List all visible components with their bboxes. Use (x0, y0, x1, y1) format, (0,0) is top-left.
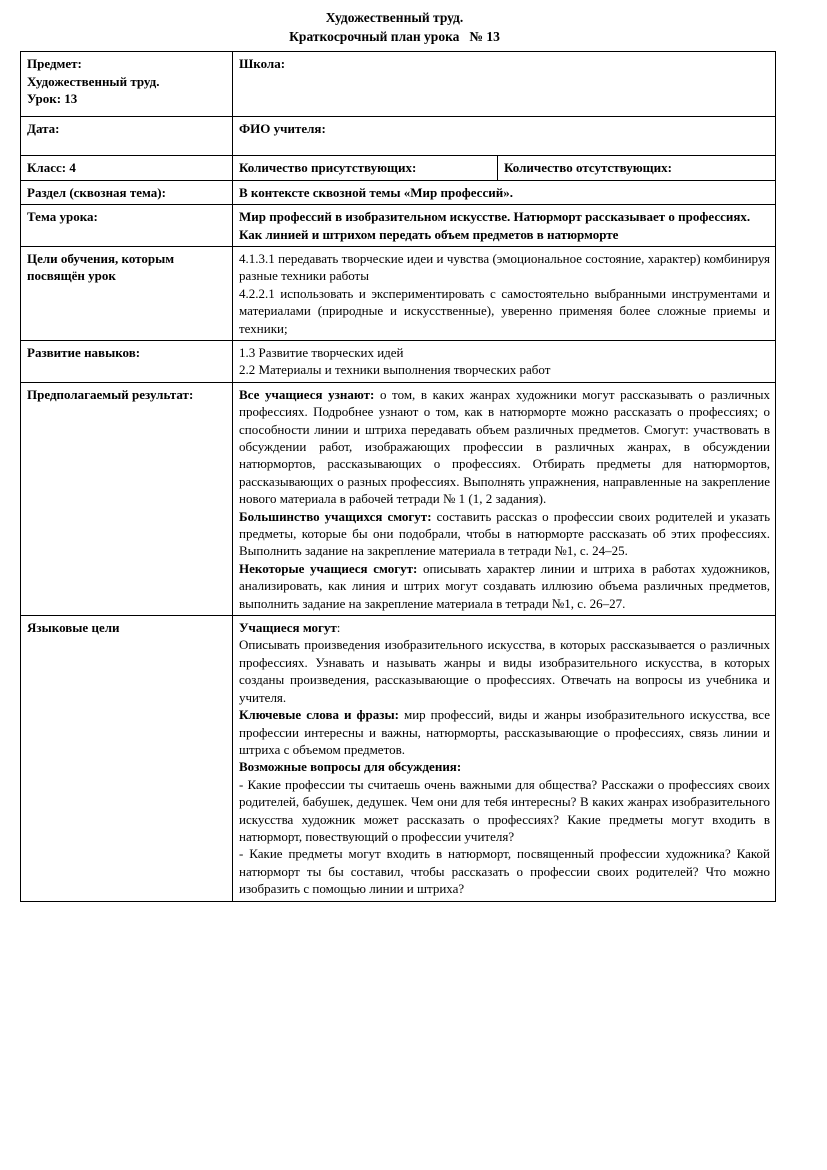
cell-outcome-value (233, 382, 776, 615)
document-subtitle-text: Краткосрочный план урока (289, 29, 460, 45)
cell-present-count[interactable]: Количество присутствующих: (233, 156, 498, 180)
table-row-date (21, 117, 776, 156)
cell-objectives-label: Цели обучения, которым посвящён урок (21, 246, 233, 340)
language-can-heading (239, 619, 770, 636)
table-row-objectives (21, 246, 776, 340)
language-questions-heading (239, 758, 770, 775)
objective-item-1: 4.1.3.1 передавать творческие идеи и чувства (эмоциональное состояние, характер) комбинируя разные техники работы (239, 250, 771, 284)
school-label: Школа: (239, 56, 286, 72)
language-can-lead: Учащиеся могут (239, 620, 337, 636)
outcome-most-lead: Большинство учащихся смогут: (239, 508, 432, 524)
language-question-2: - Какие предметы могут входить в натюрморт, посвященный профессии художника? Какой натюрморт ты бы составил, чтобы рассказать о профессии своих родителей? Что можно изобразить с помощью линии и штриха? (239, 846, 771, 897)
cell-topic-label: Тема урока: (21, 205, 233, 247)
document-title: Художественный труд. (325, 10, 464, 25)
lesson-number: № 13 (469, 29, 500, 45)
language-questions-lead: Возможные вопросы для обсуждения: (239, 759, 462, 775)
outcome-some-text: описывать характер линии и штриха в работах художников, анализировать, как линия и штрих могут создавать иллюзию объема различных предметов, выполнить задание на закрепление материала в тетради №1, с. 26–27. (239, 560, 771, 611)
language-keywords-text: мир профессий, виды и жанры изобразительного искусства, все профессии интересны и важны, натюрморты, рассказывающие о профессиях, связь линии и штриха с объемом предметов. (239, 707, 771, 757)
table-row-language (21, 616, 776, 902)
cell-teacher[interactable] (233, 117, 776, 156)
cell-skills-label: Развитие навыков: (21, 340, 233, 382)
document-header (0, 0, 827, 46)
lesson-plan-table (20, 51, 776, 901)
cell-outcome-label (21, 382, 233, 615)
outcome-all (239, 386, 770, 508)
cell-skills-value (233, 340, 776, 382)
cell-language-label: Языковые цели (21, 616, 233, 902)
subject-label-line3: Урок: 13 (27, 91, 78, 107)
outcome-most (239, 508, 770, 560)
skill-item-1: 1.3 Развитие творческих идей (239, 344, 404, 360)
cell-school[interactable] (233, 52, 776, 117)
subject-label-line1: Предмет: (27, 56, 82, 72)
outcome-label-line1: Предполагаемый результат: (27, 386, 194, 402)
cell-date-label: Дата: (21, 117, 233, 156)
outcome-some (239, 560, 770, 612)
outcome-most-text: составить рассказ о профессии своих родителей и указать предметы, которые бы они подобрали, чтобы в натюрморте рассказать об этих профессиях. Выполнить задание на закрепление материала в тетради №1, с. 24–25. (239, 508, 771, 559)
table-row-outcome (21, 382, 776, 615)
outcome-some-lead: Некоторые учащиеся смогут: (239, 560, 418, 576)
cell-subject-label (21, 52, 233, 117)
table-row-section (21, 180, 776, 204)
language-can-text: Описывать произведения изобразительного искусства, в которых рассказывается о различных профессиях. Узнавать и называть жанры и виды изобразительного искусства, в которых созданы произведения, рассказывающие о профессиях. Отвечать на вопросы из учебника и учителя. (239, 637, 771, 705)
language-keywords (239, 706, 770, 758)
cell-section-value: В контексте сквозной темы «Мир профессий». (233, 180, 776, 204)
cell-language-value (233, 616, 776, 902)
cell-section-label: Раздел (сквозная тема): (21, 180, 233, 204)
table-row-class (21, 156, 776, 180)
language-question-1: - Какие профессии ты считаешь очень важными для общества? Расскажи о профессиях своих родителей, бабушек, дедушек. Чем они для тебя интересны? В каких жанрах изобразительного искусства художник может рассказать о профессиях? Какие предметы могут входить в натюрморт, повествующий о профессии учителя? (239, 776, 771, 844)
outcome-all-text: о том, в каких жанрах художники могут рассказывать о различных профессиях. Подробнее узнают о том, как в натюрморте можно рассказать о профессиях; о способности линии и штриха передавать объем различных предметов. Смогут: участвовать в обсуждении работ, изображающих профессии в различных жанрах, в обсуждении натюрмортов, рассказывающих о профессиях. Отбирать предметы для натюрмортов, рассказывающих о разных профессиях. Выполнять упражнения, направленные на закрепление нового материала в рабочей тетради № 1 (1, 2 задания). (239, 386, 771, 507)
language-keywords-lead: Ключевые слова и фразы: (239, 707, 399, 723)
outcome-all-lead: Все учащиеся узнают: (239, 386, 375, 402)
table-row-topic (21, 205, 776, 247)
cell-topic-value: Мир профессий в изобразительном искусстве. Натюрморт рассказывает о профессиях. Как линией и штрихом передать объем предметов в натюрморте (233, 205, 776, 247)
cell-objectives-value (233, 246, 776, 340)
objective-item-2: 4.2.2.1 использовать и экспериментировать с самостоятельно выбранными инструментами и материалами (природные и искусственные), уверенно применяя более сложные приемы и техники; (239, 285, 771, 336)
table-row-skills (21, 340, 776, 382)
cell-class-label: Класс: 4 (21, 156, 233, 180)
language-can-colon: : (336, 620, 341, 636)
table-row-subject (21, 52, 776, 117)
subject-label-line2: Художественный труд. (27, 73, 160, 89)
skill-item-2: 2.2 Материалы и техники выполнения творческих работ (239, 362, 551, 378)
cell-absent-count[interactable]: Количество отсутствующих: (498, 156, 776, 180)
document-subtitle (0, 27, 789, 46)
teacher-label: ФИО учителя: (239, 121, 326, 137)
